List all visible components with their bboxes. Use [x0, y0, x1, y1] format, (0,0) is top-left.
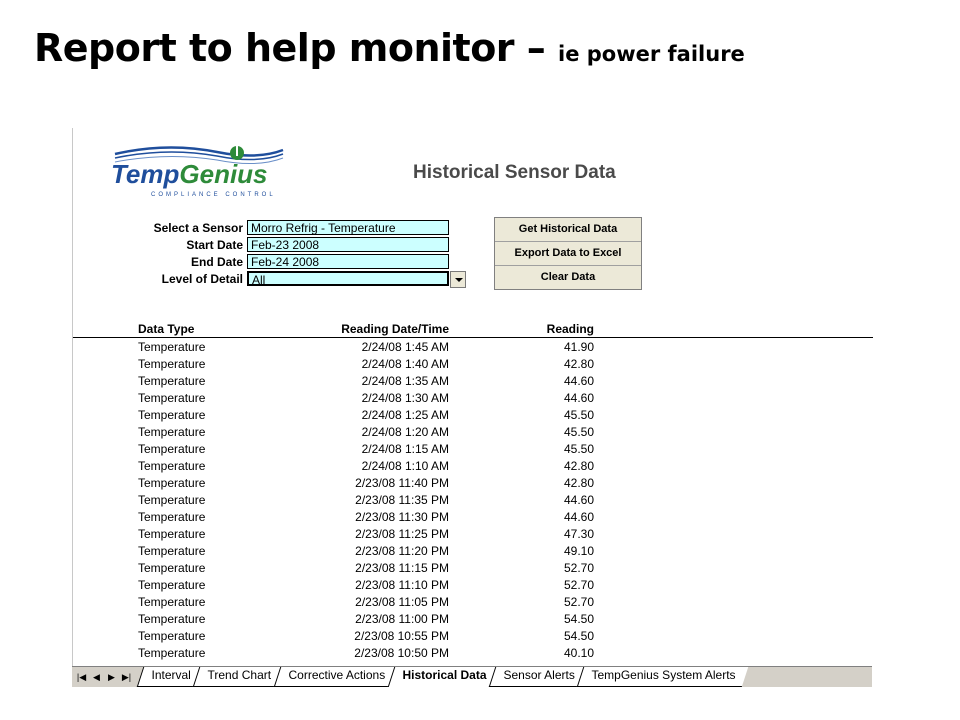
tab-label: Historical Data — [402, 668, 487, 682]
next-sheet-icon[interactable]: ▶ — [108, 671, 115, 682]
cell-reading-datetime: 2/23/08 10:55 PM — [354, 629, 449, 643]
cell-data-type: Temperature — [138, 561, 206, 575]
get-historical-data-button[interactable]: Get Historical Data — [495, 218, 641, 242]
cell-reading-datetime: 2/23/08 11:15 PM — [355, 561, 449, 575]
table-row — [73, 543, 873, 560]
cell-reading: 42.80 — [563, 459, 594, 473]
sensor-field[interactable]: Morro Refrig - Temperature — [247, 220, 449, 235]
cell-reading: 42.80 — [563, 476, 594, 490]
sheet-nav-buttons — [74, 670, 140, 684]
detail-select[interactable]: All — [247, 271, 449, 286]
cell-data-type: Temperature — [138, 476, 206, 490]
table-row — [73, 339, 873, 356]
cell-reading: 44.60 — [563, 391, 594, 405]
start-date-label: Start Date — [186, 238, 243, 252]
tab-tempgenius-system-alerts[interactable] — [577, 667, 749, 687]
cell-data-type: Temperature — [138, 646, 206, 660]
table-row — [73, 594, 873, 611]
table-row — [73, 475, 873, 492]
tab-corrective-actions[interactable] — [274, 667, 398, 687]
tab-label: TempGenius System Alerts — [591, 668, 736, 682]
cell-reading-datetime: 2/24/08 1:20 AM — [361, 425, 449, 439]
table-row — [73, 577, 873, 594]
cell-reading-datetime: 2/23/08 11:25 PM — [355, 527, 449, 541]
cell-reading: 40.10 — [563, 646, 594, 660]
cell-reading-datetime: 2/23/08 11:00 PM — [355, 612, 449, 626]
table-row — [73, 560, 873, 577]
cell-reading: 52.70 — [563, 578, 594, 592]
cell-reading-datetime: 2/24/08 1:30 AM — [361, 391, 449, 405]
cell-reading: 45.50 — [563, 408, 594, 422]
cell-reading-datetime: 2/23/08 11:20 PM — [355, 544, 449, 558]
header-reading: Reading — [546, 322, 594, 336]
cell-data-type: Temperature — [138, 629, 206, 643]
cell-data-type: Temperature — [138, 391, 206, 405]
cell-reading-datetime: 2/23/08 11:30 PM — [355, 510, 449, 524]
export-excel-button[interactable]: Export Data to Excel — [495, 242, 641, 266]
cell-data-type: Temperature — [138, 578, 206, 592]
logo-tagline: COMPLIANCE CONTROL — [151, 192, 276, 198]
cell-reading-datetime: 2/23/08 11:35 PM — [355, 493, 449, 507]
table-row — [73, 441, 873, 458]
chevron-down-icon[interactable] — [450, 271, 466, 288]
cell-reading: 45.50 — [563, 442, 594, 456]
table-row — [73, 509, 873, 526]
cell-reading-datetime: 2/24/08 1:25 AM — [361, 408, 449, 422]
tab-label: Sensor Alerts — [503, 668, 575, 682]
detail-label: Level of Detail — [161, 272, 243, 286]
start-date-field[interactable]: Feb-23 2008 — [247, 237, 449, 252]
cell-reading: 44.60 — [563, 493, 594, 507]
table-row — [73, 628, 873, 645]
cell-data-type: Temperature — [138, 408, 206, 422]
cell-reading: 45.50 — [563, 425, 594, 439]
tab-label: Interval — [151, 668, 191, 682]
slide-title-main: Report to help monitor – — [34, 26, 559, 70]
table-row — [73, 492, 873, 509]
cell-reading: 49.10 — [563, 544, 594, 558]
cell-reading: 44.60 — [563, 374, 594, 388]
cell-reading: 52.70 — [563, 561, 594, 575]
cell-reading-datetime: 2/24/08 1:45 AM — [361, 340, 449, 354]
last-sheet-icon[interactable]: ▶| — [121, 671, 132, 682]
cell-data-type: Temperature — [138, 374, 206, 388]
cell-reading-datetime: 2/24/08 1:40 AM — [361, 357, 449, 371]
tempgenius-logo — [107, 140, 287, 200]
cell-data-type: Temperature — [138, 544, 206, 558]
clear-data-button[interactable]: Clear Data — [540, 271, 596, 283]
first-sheet-icon[interactable]: |◀ — [76, 671, 87, 682]
cell-reading-datetime: 2/24/08 1:15 AM — [361, 442, 449, 456]
cell-reading-datetime: 2/24/08 1:10 AM — [361, 459, 449, 473]
end-date-label: End Date — [190, 255, 243, 269]
tab-label: Trend Chart — [207, 668, 272, 682]
cell-reading-datetime: 2/24/08 1:35 AM — [361, 374, 449, 388]
cell-data-type: Temperature — [138, 510, 206, 524]
tab-trend-chart[interactable] — [193, 667, 284, 687]
cell-data-type: Temperature — [138, 442, 206, 456]
cell-reading: 54.50 — [563, 629, 594, 643]
spreadsheet-area — [72, 128, 873, 686]
cell-data-type: Temperature — [138, 425, 206, 439]
cell-reading-datetime: 2/23/08 11:10 PM — [355, 578, 449, 592]
cell-reading-datetime: 2/23/08 11:40 PM — [355, 476, 449, 490]
cell-reading: 47.30 — [563, 527, 594, 541]
tab-historical-data[interactable] — [387, 667, 499, 687]
cell-reading-datetime: 2/23/08 10:50 PM — [354, 646, 449, 660]
cell-data-type: Temperature — [138, 493, 206, 507]
cell-reading-datetime: 2/23/08 11:05 PM — [355, 595, 449, 609]
end-date-field[interactable]: Feb-24 2008 — [247, 254, 449, 269]
table-row — [73, 407, 873, 424]
table-row — [73, 526, 873, 543]
table-row — [73, 424, 873, 441]
sensor-label: Select a Sensor — [153, 221, 243, 235]
data-table — [73, 339, 873, 662]
cell-reading: 44.60 — [563, 510, 594, 524]
cell-data-type: Temperature — [138, 357, 206, 371]
tab-label: Corrective Actions — [288, 668, 386, 682]
header-divider — [73, 337, 873, 338]
tab-sensor-alerts[interactable] — [488, 667, 587, 687]
header-reading-datetime: Reading Date/Time — [341, 322, 449, 336]
slide-title — [34, 26, 745, 70]
sheet-tabs — [140, 667, 741, 687]
cell-reading: 42.80 — [563, 357, 594, 371]
table-row — [73, 611, 873, 628]
cell-reading: 52.70 — [563, 595, 594, 609]
cell-data-type: Temperature — [138, 612, 206, 626]
cell-data-type: Temperature — [138, 340, 206, 354]
cell-reading: 41.90 — [563, 340, 594, 354]
header-data-type: Data Type — [138, 322, 195, 336]
prev-sheet-icon[interactable]: ◀ — [93, 671, 100, 682]
action-buttons — [494, 217, 642, 290]
table-row — [73, 458, 873, 475]
table-row — [73, 645, 873, 662]
cell-data-type: Temperature — [138, 595, 206, 609]
cell-reading: 54.50 — [563, 612, 594, 626]
report-title: Historical Sensor Data — [413, 162, 616, 183]
sheet-tab-bar — [72, 666, 872, 687]
slide-title-sub: ie power failure — [558, 42, 745, 66]
cell-data-type: Temperature — [138, 527, 206, 541]
svg-text:TempGenius: TempGenius — [111, 159, 268, 189]
table-row — [73, 390, 873, 407]
table-row — [73, 373, 873, 390]
table-row — [73, 356, 873, 373]
cell-data-type: Temperature — [138, 459, 206, 473]
